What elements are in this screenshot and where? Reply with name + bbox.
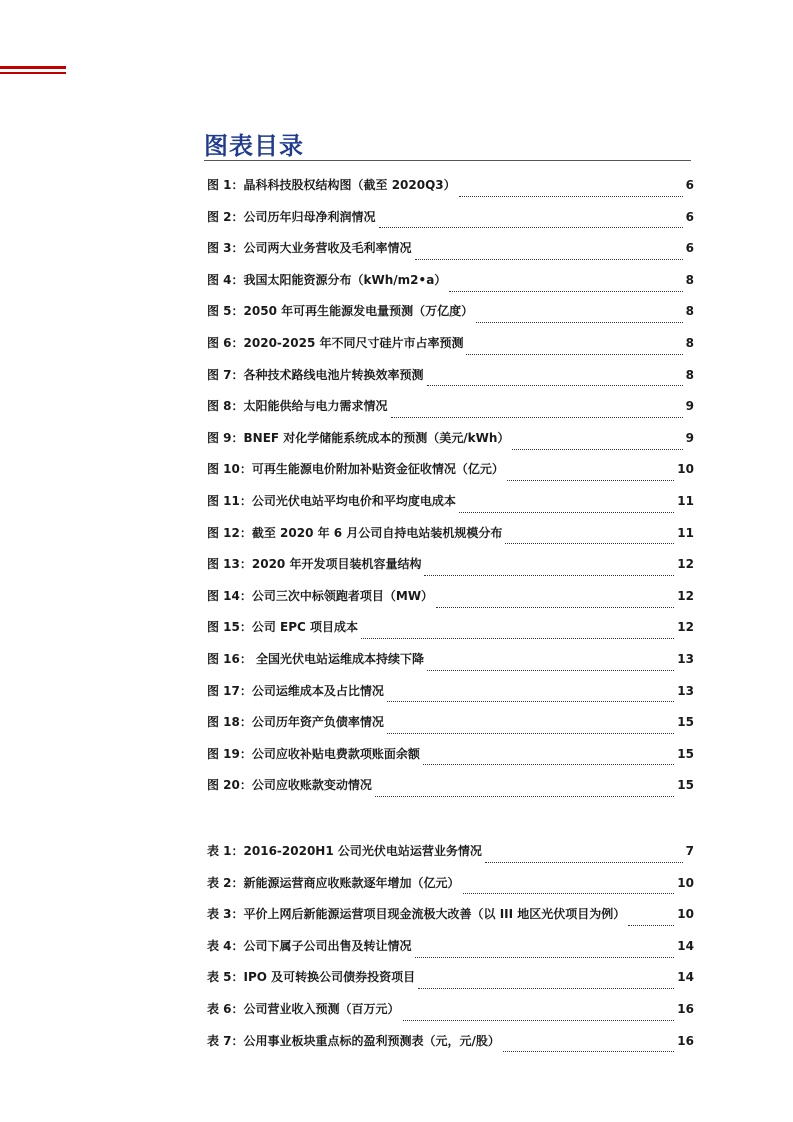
toc-entry-label: 图 13：2020 年开发项目装机容量结构 <box>207 557 422 572</box>
toc-leader-dots <box>415 956 675 958</box>
toc-leader-dots <box>427 669 674 671</box>
toc-entry[interactable] <box>207 302 694 334</box>
toc-leader-dots <box>463 892 675 894</box>
toc-entry-page: 15 <box>677 715 694 730</box>
toc-leader-dots <box>436 606 674 608</box>
toc-entry-page: 11 <box>677 493 694 508</box>
toc-entry-page: 6 <box>685 178 694 192</box>
toc-entry-label: 图 4：我国太阳能资源分布（kWh/m2•a） <box>207 272 447 287</box>
toc-entry-page: 13 <box>677 651 694 666</box>
table-list <box>207 842 694 1063</box>
toc-entry-label: 图 8：太阳能供给与电力需求情况 <box>207 399 388 414</box>
toc-entry[interactable] <box>207 1032 694 1064</box>
toc-entry-page: 8 <box>685 335 694 350</box>
toc-leader-dots <box>466 353 682 355</box>
toc-entry-page: 15 <box>677 778 694 793</box>
toc-leader-dots <box>628 924 674 926</box>
toc-entry-page: 10 <box>677 462 694 477</box>
toc-leader-dots <box>512 448 682 450</box>
toc-entry[interactable] <box>207 745 694 777</box>
toc-entry[interactable] <box>207 429 694 461</box>
toc-leader-dots <box>375 795 674 797</box>
toc-leader-dots <box>427 384 683 386</box>
toc-entry[interactable] <box>207 776 694 808</box>
toc-entry-page: 12 <box>677 620 694 635</box>
toc-entry[interactable] <box>207 682 694 714</box>
toc-entry-page: 16 <box>677 1033 694 1048</box>
toc-entry-page: 14 <box>677 970 694 985</box>
toc-leader-dots <box>503 1050 674 1052</box>
toc-entry-label: 图 9：BNEF 对化学储能系统成本的预测（美元/kWh） <box>207 430 510 445</box>
toc-entry[interactable] <box>207 587 694 619</box>
toc-entry-page: 10 <box>677 875 694 890</box>
toc-leader-dots <box>449 290 682 292</box>
toc-entry[interactable] <box>207 650 694 682</box>
toc-entry-label: 图 2：公司历年归母净利润情况 <box>207 209 376 224</box>
toc-entry[interactable] <box>207 618 694 650</box>
toc-entry-label: 表 1：2016-2020H1 公司光伏电站运营业务情况 <box>207 844 482 858</box>
toc-entry[interactable] <box>207 937 694 969</box>
toc-entry[interactable] <box>207 208 694 240</box>
toc-entry-label: 图 5：2050 年可再生能源发电量预测（万亿度） <box>207 304 474 319</box>
toc-entry-label: 图 11：公司光伏电站平均电价和平均度电成本 <box>207 493 456 508</box>
toc-entry[interactable] <box>207 1000 694 1032</box>
toc-entry-label: 图 16： 全国光伏电站运维成本持续下降 <box>207 651 425 666</box>
toc-entry-label: 图 10：可再生能源电价附加补贴资金征收情况（亿元） <box>207 462 504 477</box>
toc-entry-label: 表 2：新能源运营商应收账款逐年增加（亿元） <box>207 875 460 890</box>
toc-entry-label: 图 6：2020-2025 年不同尺寸硅片市占率预测 <box>207 335 464 350</box>
toc-entry-page: 11 <box>677 525 694 540</box>
toc-entry[interactable] <box>207 874 694 906</box>
toc-entry-page: 15 <box>677 746 694 761</box>
toc-entry-label: 图 1：晶科科技股权结构图（截至 2020Q3） <box>207 178 456 192</box>
toc-entry[interactable] <box>207 239 694 271</box>
toc-leader-dots <box>459 511 674 513</box>
toc-entry-page: 12 <box>677 588 694 603</box>
toc-leader-dots <box>507 479 674 481</box>
toc-entry-label: 表 3：平价上网后新能源运营项目现金流极大改善（以 III 地区光伏项目为例） <box>207 907 626 922</box>
toc-leader-dots <box>476 321 683 323</box>
toc-entry-label: 图 14：公司三次中标领跑者项目（MW） <box>207 588 434 603</box>
toc-entry-page: 6 <box>685 209 694 224</box>
toc-entry[interactable] <box>207 397 694 429</box>
toc-entry-label: 图 18：公司历年资产负债率情况 <box>207 715 384 730</box>
toc-entry-label: 图 7：各种技术路线电池片转换效率预测 <box>207 367 424 382</box>
toc-entry-label: 图 3：公司两大业务营收及毛利率情况 <box>207 241 412 256</box>
toc-entry-page: 8 <box>685 367 694 382</box>
toc-leader-dots <box>505 542 674 544</box>
toc-entry[interactable] <box>207 968 694 1000</box>
toc-entry-page: 8 <box>685 272 694 287</box>
toc-entry[interactable] <box>207 334 694 366</box>
toc-leader-dots <box>361 637 674 639</box>
toc-entry-label: 表 4：公司下属子公司出售及转让情况 <box>207 938 412 953</box>
toc-entry-page: 6 <box>685 241 694 256</box>
toc-entry-label: 图 19：公司应收补贴电费款项账面余额 <box>207 746 420 761</box>
toc-entry[interactable] <box>207 905 694 937</box>
header-accent-bars <box>0 66 66 74</box>
toc-entry-page: 8 <box>685 304 694 319</box>
toc-leader-dots <box>387 732 674 734</box>
toc-entry-label: 图 17：公司运维成本及占比情况 <box>207 683 384 698</box>
toc-entry-label: 表 7：公用事业板块重点标的盈利预测表（元，元/股） <box>207 1033 500 1048</box>
toc-leader-dots <box>485 861 683 863</box>
accent-bar-top <box>0 66 66 69</box>
toc-entry-page: 10 <box>677 907 694 922</box>
toc-entry-page: 9 <box>685 430 694 445</box>
toc-entry-label: 图 20：公司应收账款变动情况 <box>207 778 372 793</box>
toc-leader-dots <box>423 763 674 765</box>
toc-leader-dots <box>387 700 674 702</box>
toc-entry[interactable] <box>207 271 694 303</box>
toc-leader-dots <box>418 987 674 989</box>
toc-entry[interactable] <box>207 460 694 492</box>
toc-entry[interactable] <box>207 555 694 587</box>
toc-entry-page: 7 <box>685 844 694 858</box>
toc-leader-dots <box>379 226 683 228</box>
title-divider <box>204 160 691 161</box>
toc-leader-dots <box>459 195 683 197</box>
toc-entry-label: 表 6：公司营业收入预测（百万元） <box>207 1001 400 1016</box>
toc-entry-page: 14 <box>677 938 694 953</box>
toc-entry-label: 图 15：公司 EPC 项目成本 <box>207 620 359 635</box>
toc-entry[interactable] <box>207 524 694 556</box>
toc-entry-label: 图 12：截至 2020 年 6 月公司自持电站装机规模分布 <box>207 525 503 540</box>
toc-entry[interactable] <box>207 492 694 524</box>
toc-entry-page: 13 <box>677 683 694 698</box>
toc-leader-dots <box>391 416 683 418</box>
toc-leader-dots <box>415 258 683 260</box>
toc-entry-page: 12 <box>677 557 694 572</box>
toc-entry-page: 9 <box>685 399 694 414</box>
toc-entry[interactable] <box>207 176 694 208</box>
toc-entry[interactable] <box>207 713 694 745</box>
toc-leader-dots <box>403 1019 675 1021</box>
toc-leader-dots <box>424 574 674 576</box>
toc-entry[interactable] <box>207 842 694 874</box>
toc-entry[interactable] <box>207 366 694 398</box>
page-title: 图表目录 <box>204 132 304 160</box>
accent-bar-bottom <box>0 72 66 74</box>
figure-list <box>207 176 694 808</box>
toc-entry-page: 16 <box>677 1001 694 1016</box>
toc-entry-label: 表 5：IPO 及可转换公司债券投资项目 <box>207 970 416 985</box>
